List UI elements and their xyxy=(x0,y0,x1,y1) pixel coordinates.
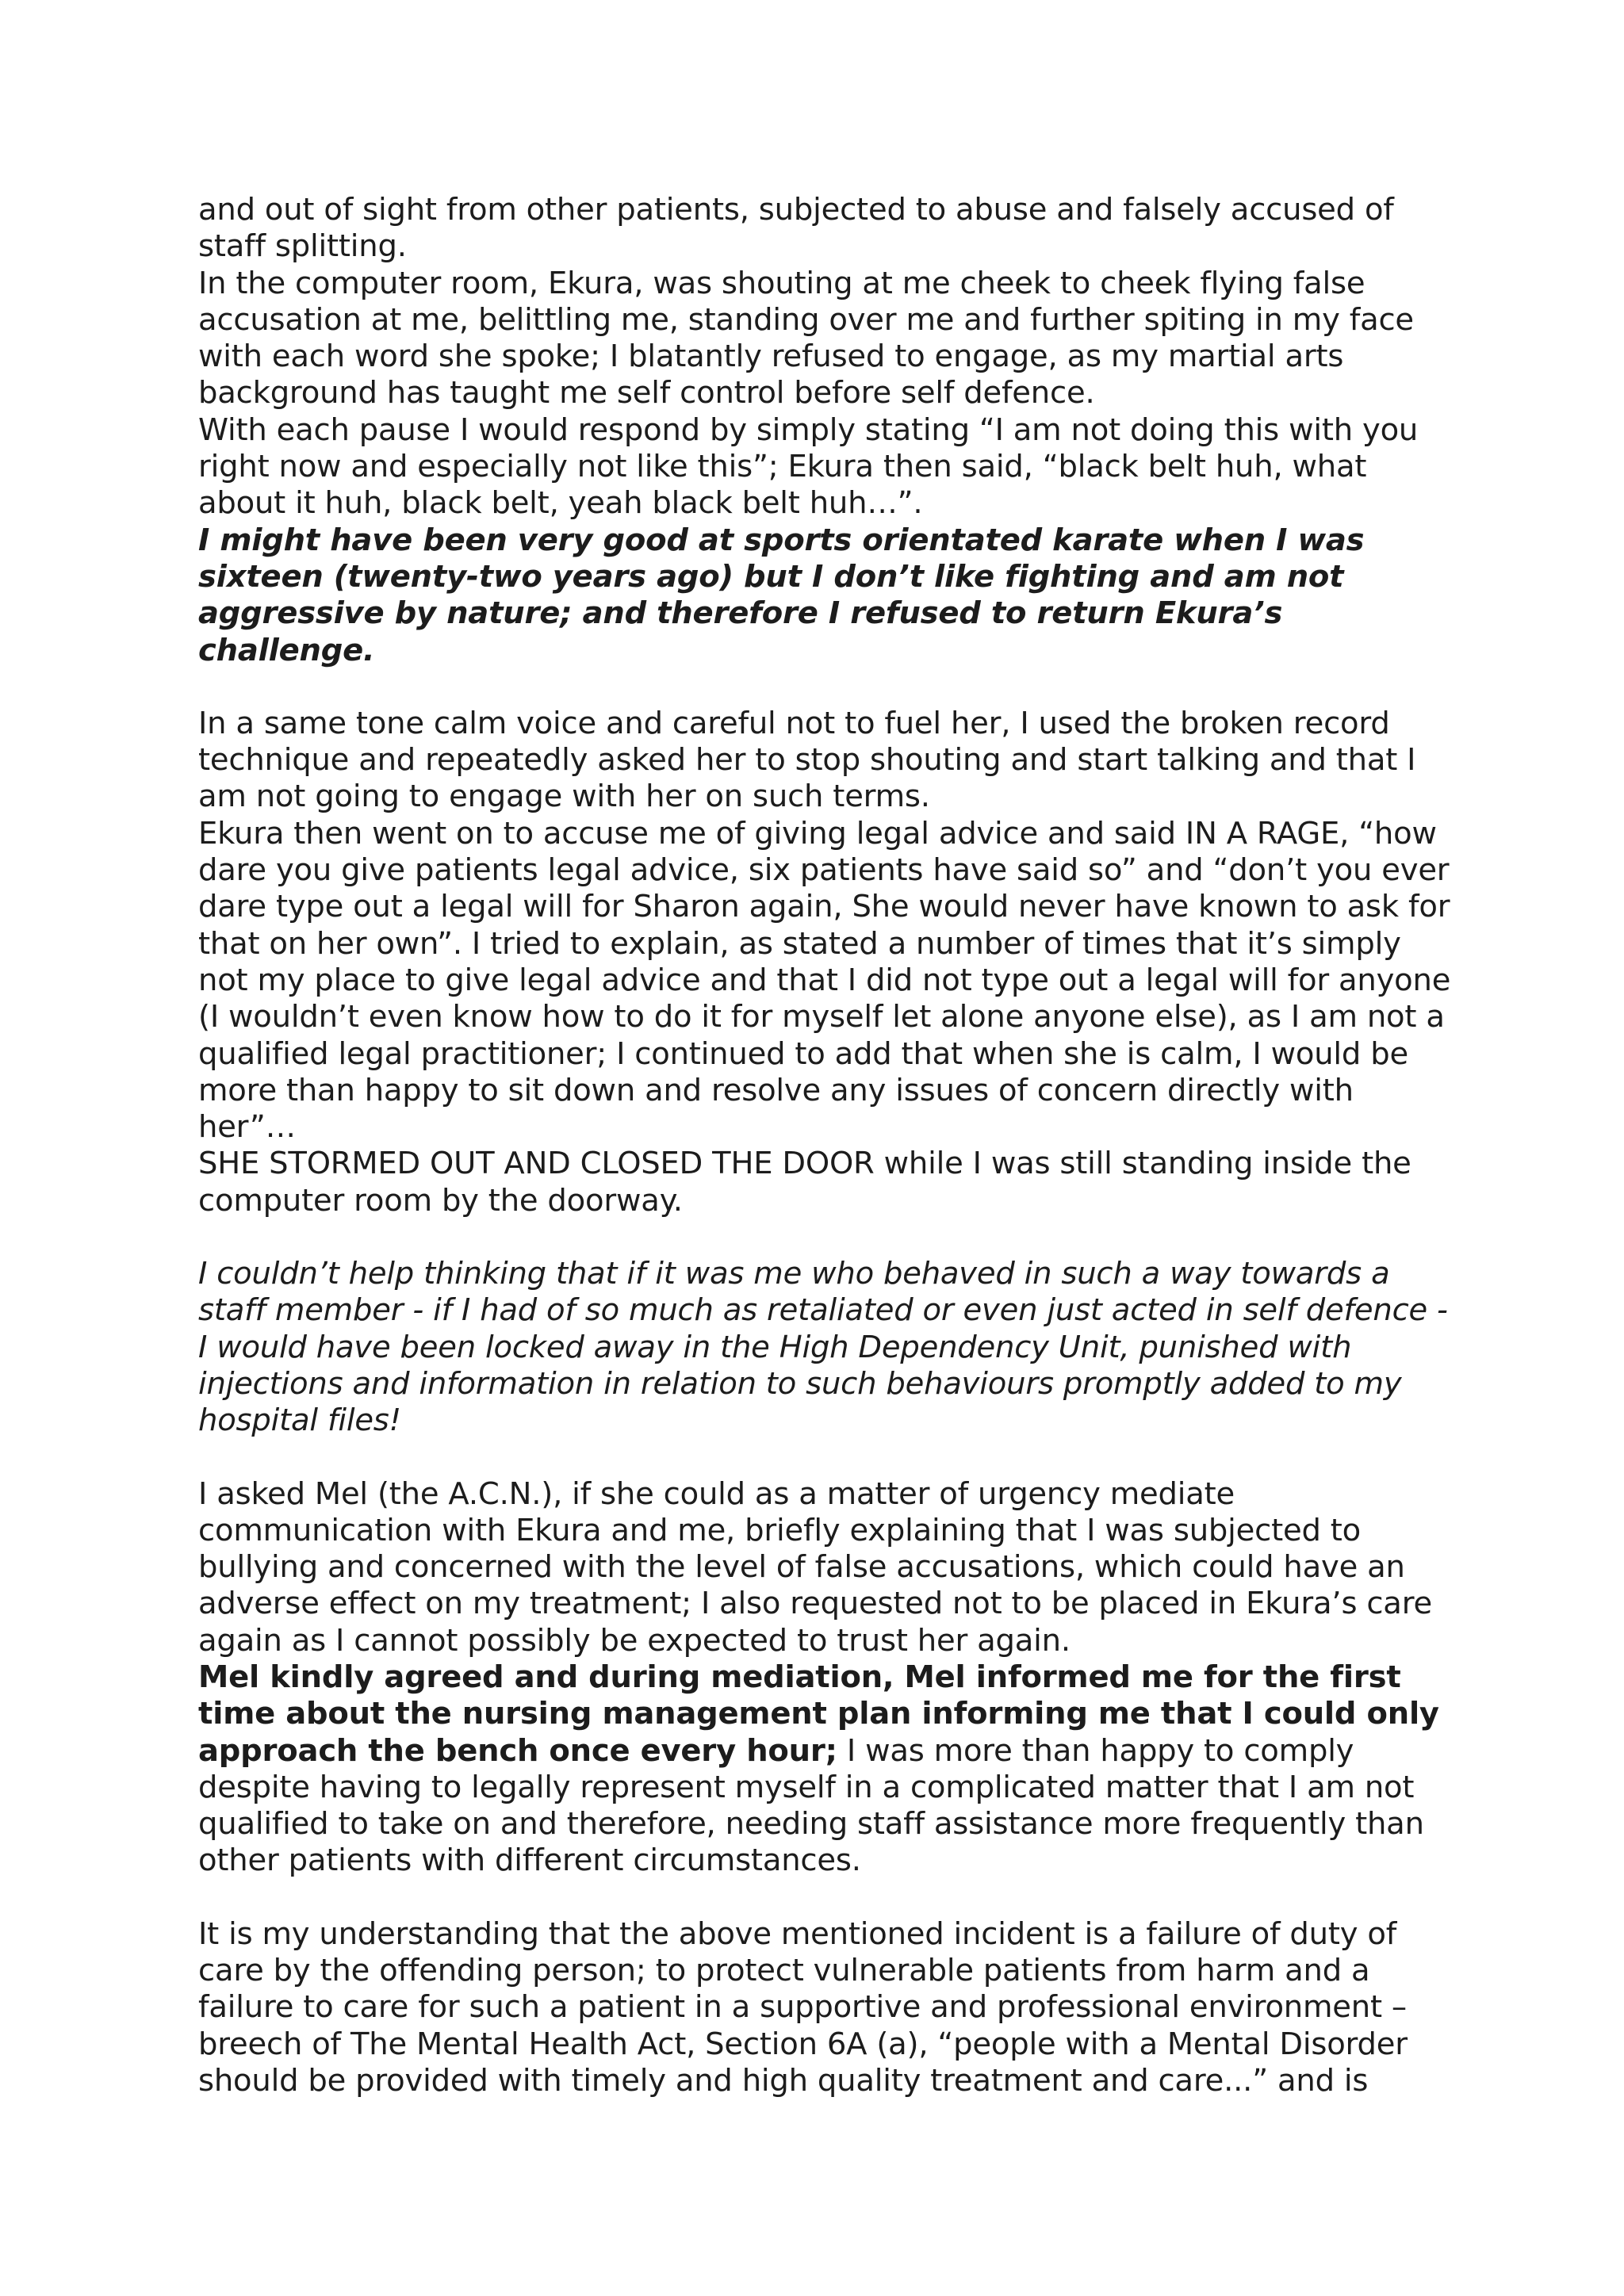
paragraph-gap xyxy=(198,669,1451,706)
paragraph-6: Ekura then went on to accuse me of giving legal advice and said IN A RAGE, “how dare you give patients legal advice, six patients have said so” and “don’t you ever dare type out a legal will for Sharon again, She would never have known to ask for that on her own”. I tried to explain, as stated a number of times that it’s simply not my place to give legal advice and that I did not type out a legal will for anyone (I wouldn’t even know how to do it for myself let alone anyone else), as I am not a qualified legal practitioner; I continued to add that when she is calm, I would be more than happy to sit down and resolve any issues of concern directly with her”… xyxy=(198,815,1451,1146)
paragraph-3: With each pause I would respond by simply stating “I am not doing this with you right now and especially not like this”; Ekura then said, “black belt huh, what about it huh, black belt, yeah black belt huh…”. xyxy=(198,411,1419,522)
paragraph-karate-emphasis: I might have been very good at sports orientated karate when I was sixteen (twenty-two years ago) but I don’t like fighting and am not aggressive by nature; and therefore I refused to return Ekura’s challenge. xyxy=(198,522,1365,668)
paragraph-10-bold: Mel kindly agreed and during mediation, Mel informed me for the first time about the nursing management plan informing me that I could only approach the bench once every hour; xyxy=(198,1659,1439,1769)
paragraph-gap xyxy=(198,1440,1451,1476)
paragraph-2: In the computer room, Ekura, was shouting at me cheek to cheek flying false accusation at me, belittling me, standing over me and further spiting in my face with each word she spoke; I blatantly refused to engage, as my martial arts background has taught me self control before self defence. xyxy=(198,265,1414,411)
paragraph-9: I asked Mel (the A.C.N.), if she could as a matter of urgency mediate communication with Ekura and me, briefly explaining that I was subjected to bullying and concerned with the level of false accusations, which could have an adverse effect on my treatment; I also requested not to be placed in Ekura’s care again as I cannot possibly be expected to trust her again. xyxy=(198,1475,1432,1659)
paragraph-10 xyxy=(198,1659,1451,1880)
paragraph-7: SHE STORMED OUT AND CLOSED THE DOOR while I was still standing inside the computer room by the doorway. xyxy=(198,1146,1411,1219)
paragraph-gap xyxy=(198,1219,1451,1256)
paragraph-italic-reflection: I couldn’t help thinking that if it was me who behaved in such a way towards a staff member - if I had of so much as retaliated or even just acted in self defence - I would have been locked away in the High Dependency Unit, punished with injections and information in relation to such behaviours promptly added to my hospital files! xyxy=(198,1256,1448,1439)
paragraph-1: and out of sight from other patients, subjected to abuse and falsely accused of staff splitting. xyxy=(198,192,1394,265)
paragraph-10-rest: I was more than happy to comply despite having to legally represent myself in a complicated matter that I am not qualified to take on and therefore, needing staff assistance more frequently than other patients with different circumstances. xyxy=(198,1732,1424,1879)
paragraph-11: It is my understanding that the above mentioned incident is a failure of duty of care by the offending person; to protect vulnerable patients from harm and a failure to care for such a patient in a supportive and professional environment – breech of The Mental Health Act, Section 6A (a), “people with a Mental Disorder should be provided with timely and high quality treatment and care...” and is xyxy=(198,1915,1408,2099)
paragraph-gap xyxy=(198,1880,1451,1916)
document-page xyxy=(198,192,1451,2099)
paragraph-5: In a same tone calm voice and careful not to fuel her, I used the broken record technique and repeatedly asked her to stop shouting and start talking and that I am not going to engage with her on such terms. xyxy=(198,705,1416,815)
